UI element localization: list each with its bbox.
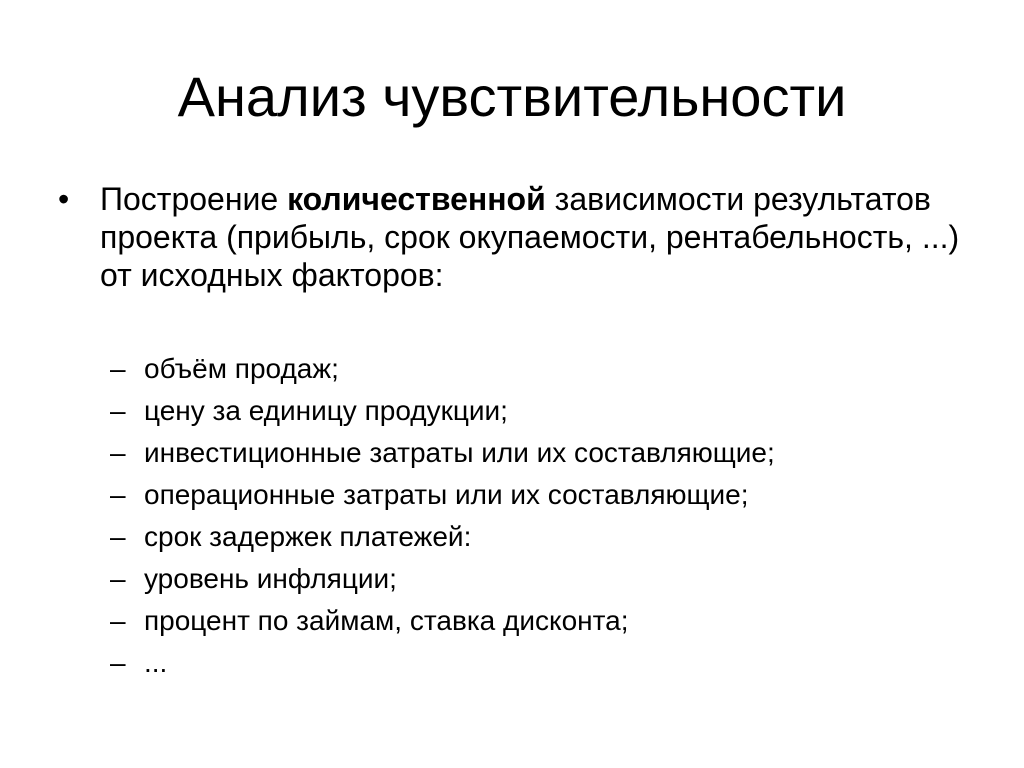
dash-icon: – (110, 647, 126, 678)
bullet-text-bold: количественной (287, 181, 546, 217)
list-item-text: ... (144, 647, 168, 678)
bullet-text (100, 180, 980, 294)
dash-icon: – (110, 437, 126, 468)
list-item-text: срок задержек платежей: (144, 521, 472, 552)
factor-list (110, 348, 980, 684)
list-item-text: объём продаж; (144, 353, 339, 384)
list-item-text: процент по займам, ставка дисконта; (144, 605, 629, 636)
bullet-dot-icon: • (58, 181, 70, 217)
list-item-text: инвестиционные затраты или их составляющие; (144, 437, 775, 468)
list-item-text: цену за единицу продукции; (144, 395, 508, 426)
dash-icon: – (110, 605, 126, 636)
list-item (110, 432, 980, 474)
list-item-text: уровень инфляции; (144, 563, 397, 594)
bullet-text-end: зависимости результатов проекта (прибыль, срок окупаемости, рентабельность, ...) от исходных факторов: (100, 181, 960, 293)
dash-icon: – (110, 353, 126, 384)
list-item (110, 642, 980, 684)
list-item-text: операционные затраты или их составляющие; (144, 479, 749, 510)
dash-icon: – (110, 479, 126, 510)
dash-icon: – (110, 563, 126, 594)
bullet-text-start: Построение (100, 181, 288, 217)
slide-title: Анализ чувствительности (177, 65, 847, 128)
list-item (110, 474, 980, 516)
list-item (110, 558, 980, 600)
main-bullet (58, 180, 988, 294)
list-item (110, 390, 980, 432)
list-item (110, 516, 980, 558)
dash-icon: – (110, 395, 126, 426)
list-item (110, 600, 980, 642)
dash-icon: – (110, 521, 126, 552)
bullet-row (58, 180, 988, 294)
list-item (110, 348, 980, 390)
